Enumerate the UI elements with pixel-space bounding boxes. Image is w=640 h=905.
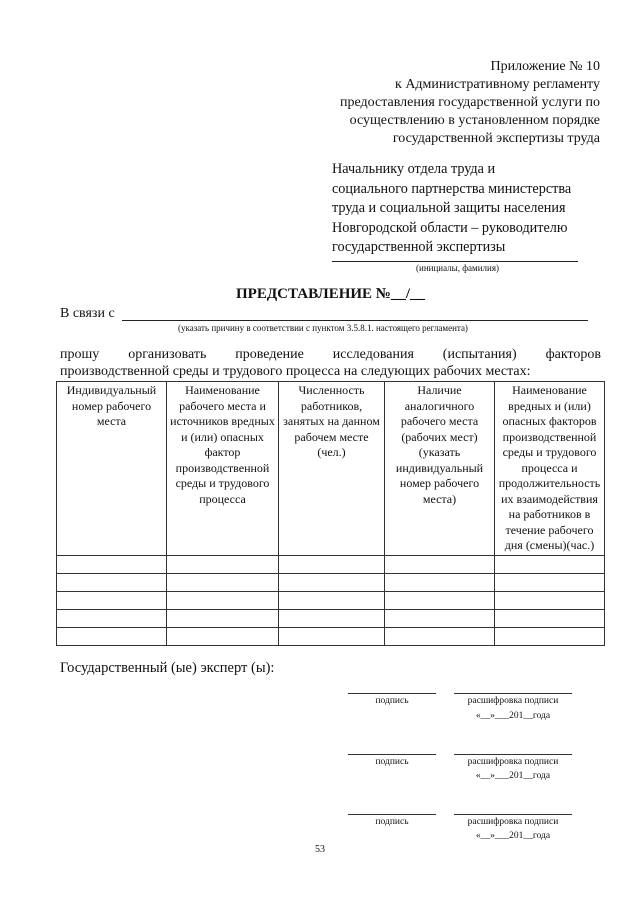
table-cell[interactable] xyxy=(167,591,279,609)
appendix-line: государственной экспертизы труда xyxy=(392,131,600,146)
table-cell[interactable] xyxy=(279,627,385,645)
signature-line[interactable] xyxy=(348,754,436,755)
decoding-line[interactable] xyxy=(454,814,572,815)
appendix-line: предоставления государственной услуги по xyxy=(340,95,600,110)
table-header-cell: Индивидуальный номер рабочего места xyxy=(57,382,167,556)
reason-label: В связи с xyxy=(60,306,115,321)
table-cell[interactable] xyxy=(279,555,385,573)
table-row xyxy=(57,573,605,591)
signature-caption: подпись xyxy=(375,757,409,767)
table-cell[interactable] xyxy=(495,591,605,609)
table-cell[interactable] xyxy=(167,573,279,591)
request-line-2: производственной среды и трудового процесса на следующих рабочих местах: xyxy=(60,364,531,379)
table-cell[interactable] xyxy=(495,609,605,627)
table-cell[interactable] xyxy=(167,555,279,573)
table-cell[interactable] xyxy=(385,555,495,573)
workplaces-table xyxy=(56,381,605,646)
document-title: ПРЕДСТАВЛЕНИЕ №__/__ xyxy=(236,286,426,302)
table-cell[interactable] xyxy=(57,627,167,645)
table-cell[interactable] xyxy=(385,609,495,627)
appendix-line: к Административному регламенту xyxy=(395,77,600,92)
request-word: (испытания) xyxy=(442,347,517,362)
table-cell[interactable] xyxy=(279,591,385,609)
table-cell[interactable] xyxy=(385,573,495,591)
signature-line[interactable] xyxy=(348,814,436,815)
table-cell[interactable] xyxy=(495,555,605,573)
table-cell[interactable] xyxy=(57,591,167,609)
table-cell[interactable] xyxy=(57,555,167,573)
table-cell[interactable] xyxy=(495,627,605,645)
table-header-row xyxy=(57,382,605,556)
signature-line[interactable] xyxy=(348,693,436,694)
table-cell[interactable] xyxy=(167,627,279,645)
reason-input-line[interactable] xyxy=(122,320,588,321)
signature-date: «__»___201__года xyxy=(475,771,551,781)
table-header-cell: Наличие аналогичного рабочего места (рабочих мест) (указать индивидуальный номер рабочего места) xyxy=(385,382,495,556)
table-header-cell: Наименование вредных и (или) опасных факторов производственной среды и трудового процесса и продолжительность их взаимодействия на работников в течение рабочего дня (смены)(час.) xyxy=(495,382,605,556)
table-row xyxy=(57,555,605,573)
addressee-caption: (инициалы, фамилия) xyxy=(416,263,499,273)
request-word: организовать xyxy=(128,347,207,362)
table-header-cell: Численность работников, занятых на данном рабочем месте (чел.) xyxy=(279,382,385,556)
request-line-1 xyxy=(60,347,601,363)
request-word: проведение xyxy=(235,347,304,362)
request-word: прошу xyxy=(60,347,100,362)
addressee-line: социального партнерства министерства xyxy=(332,180,572,197)
addressee-line: государственной экспертизы xyxy=(332,239,506,255)
appendix-block xyxy=(340,58,600,148)
table-cell[interactable] xyxy=(385,591,495,609)
table-cell[interactable] xyxy=(385,627,495,645)
table-header-cell: Наименование рабочего места и источников вредных и (или) опасных фактор производственной среды и трудового процесса xyxy=(167,382,279,556)
table-cell[interactable] xyxy=(167,609,279,627)
request-word: факторов xyxy=(545,347,602,362)
decoding-caption: расшифровка подписи xyxy=(467,696,559,706)
reason-caption: (указать причину в соответствии с пунктом 3.5.8.1. настоящего регламента) xyxy=(178,323,468,333)
page-number: 53 xyxy=(315,844,325,855)
table-cell[interactable] xyxy=(279,609,385,627)
table-cell[interactable] xyxy=(495,573,605,591)
decoding-caption: расшифровка подписи xyxy=(467,817,559,827)
signature-date: «__»___201__года xyxy=(475,831,551,841)
addressee-block xyxy=(332,160,571,258)
addressee-line: Начальнику отдела труда и xyxy=(332,161,496,177)
decoding-line[interactable] xyxy=(454,693,572,694)
addressee-name-line[interactable] xyxy=(332,261,578,262)
decoding-caption: расшифровка подписи xyxy=(467,757,559,767)
appendix-line: осуществлению в установленном порядке xyxy=(349,113,600,128)
addressee-line: труда и социальной защиты населения xyxy=(332,200,566,216)
request-word: исследования xyxy=(332,347,414,362)
table-row xyxy=(57,591,605,609)
table-row xyxy=(57,627,605,645)
decoding-line[interactable] xyxy=(454,754,572,755)
table-row xyxy=(57,609,605,627)
table-cell[interactable] xyxy=(279,573,385,591)
table-cell[interactable] xyxy=(57,609,167,627)
signature-caption: подпись xyxy=(375,817,409,827)
table-cell[interactable] xyxy=(57,573,167,591)
signature-date: «__»___201__года xyxy=(475,711,551,721)
appendix-line: Приложение № 10 xyxy=(490,59,600,74)
addressee-line: Новгородской области – руководителю xyxy=(332,219,568,236)
experts-label: Государственный (ые) эксперт (ы): xyxy=(60,660,275,676)
signature-caption: подпись xyxy=(375,696,409,706)
